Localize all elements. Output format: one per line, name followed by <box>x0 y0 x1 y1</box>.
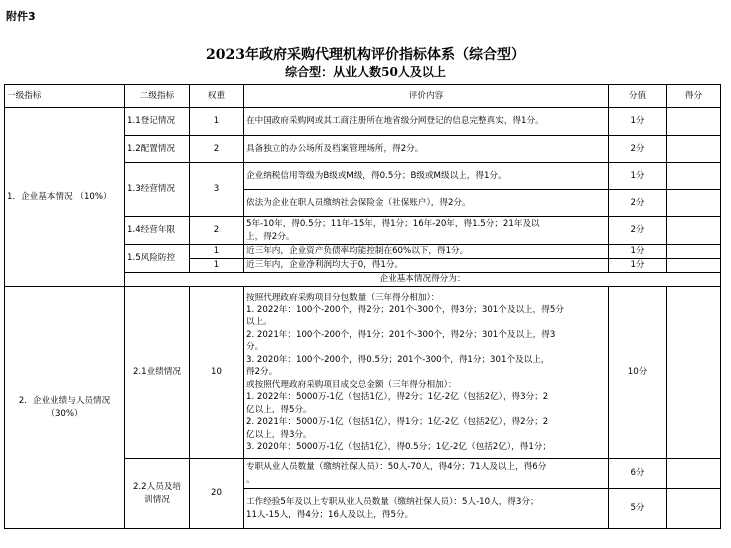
r5-content-b: 近三年内，企业净利润均大于0，得1分。 <box>244 259 609 273</box>
r1-content: 在中国政府采购网或其工商注册所在地省级分网登记的信息完整真实，得1分。 <box>244 108 609 136</box>
r21-content-line: 3. 2020年：100个-200个，得0.5分；201个-300个，得1分；301个及以上， <box>246 354 550 365</box>
header-level1: 一级指标 <box>5 85 125 108</box>
r21-weight: 10 <box>190 287 244 459</box>
header-weight: 权重 <box>190 85 244 108</box>
r22-points-a: 6分 <box>609 459 667 489</box>
r5-level2: 1.5风险防控 <box>125 245 190 273</box>
r3-points-a: 1分 <box>609 163 667 190</box>
r21-content-line: 以上。 <box>246 317 272 328</box>
r22-score-b[interactable] <box>667 489 721 529</box>
r3-level2: 1.3经营情况 <box>125 163 190 217</box>
r5-score-a[interactable] <box>667 245 721 259</box>
r21-content-line: 2. 2021年：100个-200个，得1分；201个-300个，得2分；301个及以上，得3 <box>246 329 556 340</box>
r22-content-a-line-2: 。 <box>246 474 255 485</box>
r21-score[interactable] <box>667 287 721 459</box>
header-content: 评价内容 <box>244 85 609 108</box>
page-subtitle: 综合型：从业人数50人及以上 <box>285 65 446 79</box>
r2-score[interactable] <box>667 136 721 163</box>
r3-content-a: 企业纳税信用等级为B级或M级，得0.5分；B级或M级以上，得1分。 <box>244 163 609 190</box>
r21-content-line: 3. 2020年：5000万-1亿（包括1亿），得0.5分；1亿-2亿（包括2亿），得1分； <box>246 441 551 452</box>
table-row <box>5 108 721 136</box>
indicator-table <box>4 84 721 529</box>
table-header-row <box>5 85 721 108</box>
r21-content-line: 亿以上，得3分。 <box>246 429 312 440</box>
r22-score-a[interactable] <box>667 459 721 489</box>
r5-score-b[interactable] <box>667 259 721 273</box>
r1-level2: 1.1登记情况 <box>125 108 190 136</box>
r21-content-line: 2. 2021年：5000万-1亿（包括1亿），得1分；1亿-2亿（包括2亿），得2分；2 <box>246 417 549 428</box>
header-score: 得分 <box>667 85 721 108</box>
r5-points-b: 1分 <box>609 259 667 273</box>
r22-content-a <box>244 459 609 489</box>
section2-level1 <box>5 287 125 529</box>
r3-points-b: 2分 <box>609 190 667 217</box>
r22-points-b: 5分 <box>609 489 667 529</box>
r5-content-a: 近三年内，企业资产负债率均能控制在60%以下，得1分。 <box>244 245 609 259</box>
r22-content-b-line-2: 11人-15人，得4分；16人及以上，得5分。 <box>246 509 414 520</box>
r1-score[interactable] <box>667 108 721 136</box>
r22-level2 <box>125 459 190 529</box>
section1-level1: 1．企业基本情况 （10%） <box>5 108 125 287</box>
section2-level1-line-1: 2．企业业绩与人员情况 <box>18 396 111 407</box>
r3-score-b[interactable] <box>667 190 721 217</box>
r1-points: 1分 <box>609 108 667 136</box>
r21-content-line: 亿以上，得5分。 <box>246 404 312 415</box>
r4-content-line-2: 上，得2分。 <box>246 231 295 242</box>
r21-content-line: 按照代理政府采购项目分包数量（三年得分相加）： <box>246 292 440 303</box>
r21-content-line: 1. 2022年：100个-200个，得2分；201个-300个，得3分；301个及以上，得5分 <box>246 305 564 315</box>
r1-weight: 1 <box>190 108 244 136</box>
r3-score-a[interactable] <box>667 163 721 190</box>
r21-content-line: 分。 <box>246 342 264 353</box>
r21-content-line: 或按照代理政府采购项目成交总金额（三年得分相加）： <box>246 379 457 390</box>
r5-points-a: 1分 <box>609 245 667 259</box>
page-title: 2023年政府采购代理机构评价指标体系（综合型） <box>206 47 525 63</box>
section2-level1-line-2: （30%） <box>46 408 83 419</box>
r21-content <box>244 287 609 459</box>
r21-level2: 2.1业绩情况 <box>125 287 190 459</box>
r5-weight-b: 1 <box>190 259 244 273</box>
r4-content <box>244 217 609 245</box>
r22-content-b <box>244 489 609 529</box>
section1-summary: 企业基本情况得分为： <box>125 273 721 287</box>
r22-level2-line-2: 训情况 <box>144 494 170 505</box>
r22-weight: 20 <box>190 459 244 529</box>
table-row <box>5 287 721 459</box>
r2-content: 具备独立的办公场所及档案管理场所，得2分。 <box>244 136 609 163</box>
header-points: 分值 <box>609 85 667 108</box>
attachment-label: 附件3 <box>6 10 36 23</box>
r2-weight: 2 <box>190 136 244 163</box>
r21-points: 10分 <box>609 287 667 459</box>
r22-level2-line-1: 2.2人员及培 <box>132 482 182 493</box>
r4-level2: 1.4经营年限 <box>125 217 190 245</box>
r4-content-line-1: 5年-10年，得0.5分；11年-15年，得1分；16年-20年，得1.5分；21年及以 <box>246 219 540 230</box>
r2-level2: 1.2配置情况 <box>125 136 190 163</box>
r3-content-b: 依法为企业在职人员缴纳社会保险金（社保账户），得2分。 <box>244 190 609 217</box>
header-level2: 二级指标 <box>125 85 190 108</box>
r22-content-a-line-1: 专职从业人员数量（缴纳社保人员）：50人-70人，得4分；71人及以上，得6分 <box>246 462 547 473</box>
r21-content-line: 得2分。 <box>246 367 278 378</box>
r2-points: 2分 <box>609 136 667 163</box>
r22-content-b-line-1: 工作经验5年及以上专职从业人员数量（缴纳社保人员）：5人-10人，得3分； <box>246 497 539 508</box>
r3-weight: 3 <box>190 163 244 217</box>
r21-content-line: 1. 2022年：5000万-1亿（包括1亿），得2分；1亿-2亿（包括2亿），得3分；2 <box>246 392 549 403</box>
r4-points: 2分 <box>609 217 667 245</box>
r5-weight-a: 1 <box>190 245 244 259</box>
r4-weight: 2 <box>190 217 244 245</box>
r4-score[interactable] <box>667 217 721 245</box>
